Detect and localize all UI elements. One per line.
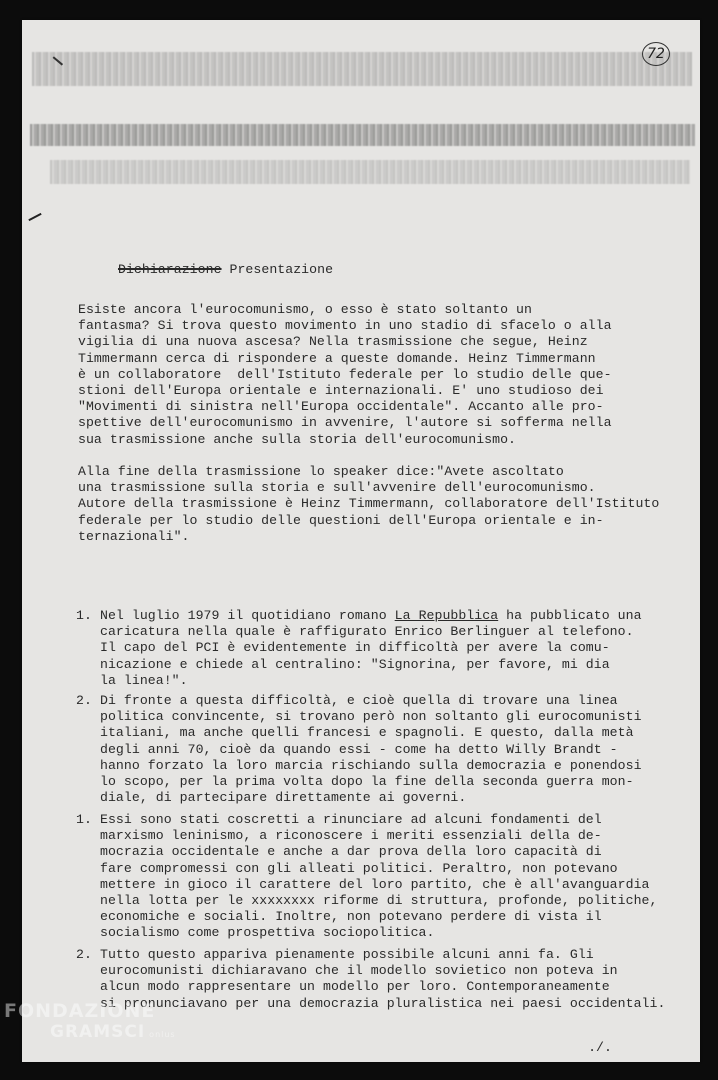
redaction-scribble-top <box>32 52 692 86</box>
redaction-scribble-middle <box>30 124 695 146</box>
margin-pen-mark <box>28 213 41 221</box>
item-text-rest: ha pubblicato una caricatura nella quale è raffigurato Enrico Berlinguer al telefono. Il capo del PCI è evidentemente in difficoltà per avere la comu- nicazione e chiede al centralino: "Signorina, per favore, mi dia la linea!". <box>100 608 642 688</box>
section-title <box>118 262 333 278</box>
page-number: 72 <box>642 42 670 66</box>
watermark-line2-text: GRAMSCI <box>50 1022 146 1042</box>
item-number: 2. <box>76 693 92 708</box>
intro-paragraph: Esiste ancora l'eurocomunismo, o esso è stato soltanto un fantasma? Si trova questo movimento in uno stadio di sfacelo o alla vigilia di una nuova ascesa? Nella trasmissione che segue, Heinz Timmermann cerca di rispondere a queste domande. Heinz Timmermann è un collaboratore dell'Istituto federale per lo studio delle que- stioni dell'Europa orientale e internazionali. E' uno studioso dei "Movimenti di sinistra nell'Europa occidentale". Accanto alle pro- spettive dell'eurocomunismo in avvenire, l'autore si sofferma nella sua trasmissione anche sulla storia dell'eurocomunismo. <box>78 302 612 447</box>
item-number: 1. <box>76 812 92 827</box>
item-text-start: Nel luglio 1979 il quotidiano romano <box>100 608 395 623</box>
watermark-line1: FONDAZIONE <box>4 1000 156 1022</box>
item-text: Di fronte a questa difficoltà, e cioè quella di trovare una linea politica convincente, si trovano però non soltanto gli eurocomunisti italiani, ma anche quelli francesi e spagnoli. E questo, dalla metà degli anni 70, cioè da quando essi - come ha detto Willy Brandt - hanno forzato la loro marcia rischiando sulla democrazia e ponendosi lo scopo, per la prima volta dopo la fine della seconda guerra mon- diale, di partecipare direttamente ai governi. <box>100 693 642 806</box>
archive-watermark-logo <box>4 1000 176 1042</box>
struck-title-word: Dichiarazione <box>118 262 222 277</box>
title-text: Presentazione <box>229 262 334 277</box>
redaction-scribble-bottom <box>50 160 690 184</box>
item-text: Tutto questo appariva pienamente possibile alcuni anni fa. Gli eurocomunisti dichiaravano che il modello sovietico non poteva in alcun modo rappresentare un modello per loro. Contemporaneamente si pronunciavano per una democrazia pluralistica nei paesi occidentali. <box>100 947 666 1011</box>
document-page <box>22 20 700 1062</box>
speaker-paragraph: Alla fine della trasmissione lo speaker dice:"Avete ascoltato una trasmissione sulla storia e sull'avvenire dell'eurocomunismo. Autore della trasmissione è Heinz Timmermann, collaboratore dell'Istituto federale per lo studio delle questioni dell'Europa orientale e in- ternazionali". <box>78 464 660 544</box>
item-text: Essi sono stati coscretti a rinunciare ad alcuni fondamenti del marxismo leninismo, a riconoscere i meriti essenziali della de- mocrazia occidentale e anche a dar prova della loro capacità di fare compromessi con gli alleati politici. Peraltro, non potevano mettere in gioco il carattere del loro partito, che è all'avanguardia nella lotta per le xxxxxxxx riforme di struttura, profonde, politiche, economiche e sociali. Inoltre, non potevano perdere di vista il socialismo come prospettiva sociopolitica. <box>100 812 658 941</box>
item-number: 2. <box>76 947 92 962</box>
watermark-line2 <box>50 1022 176 1042</box>
continuation-mark: ./. <box>588 1040 612 1055</box>
item-text <box>100 608 642 689</box>
newspaper-name: La Repubblica <box>394 608 499 623</box>
item-number: 1. <box>76 608 92 623</box>
watermark-onlus: onlus <box>149 1030 176 1039</box>
